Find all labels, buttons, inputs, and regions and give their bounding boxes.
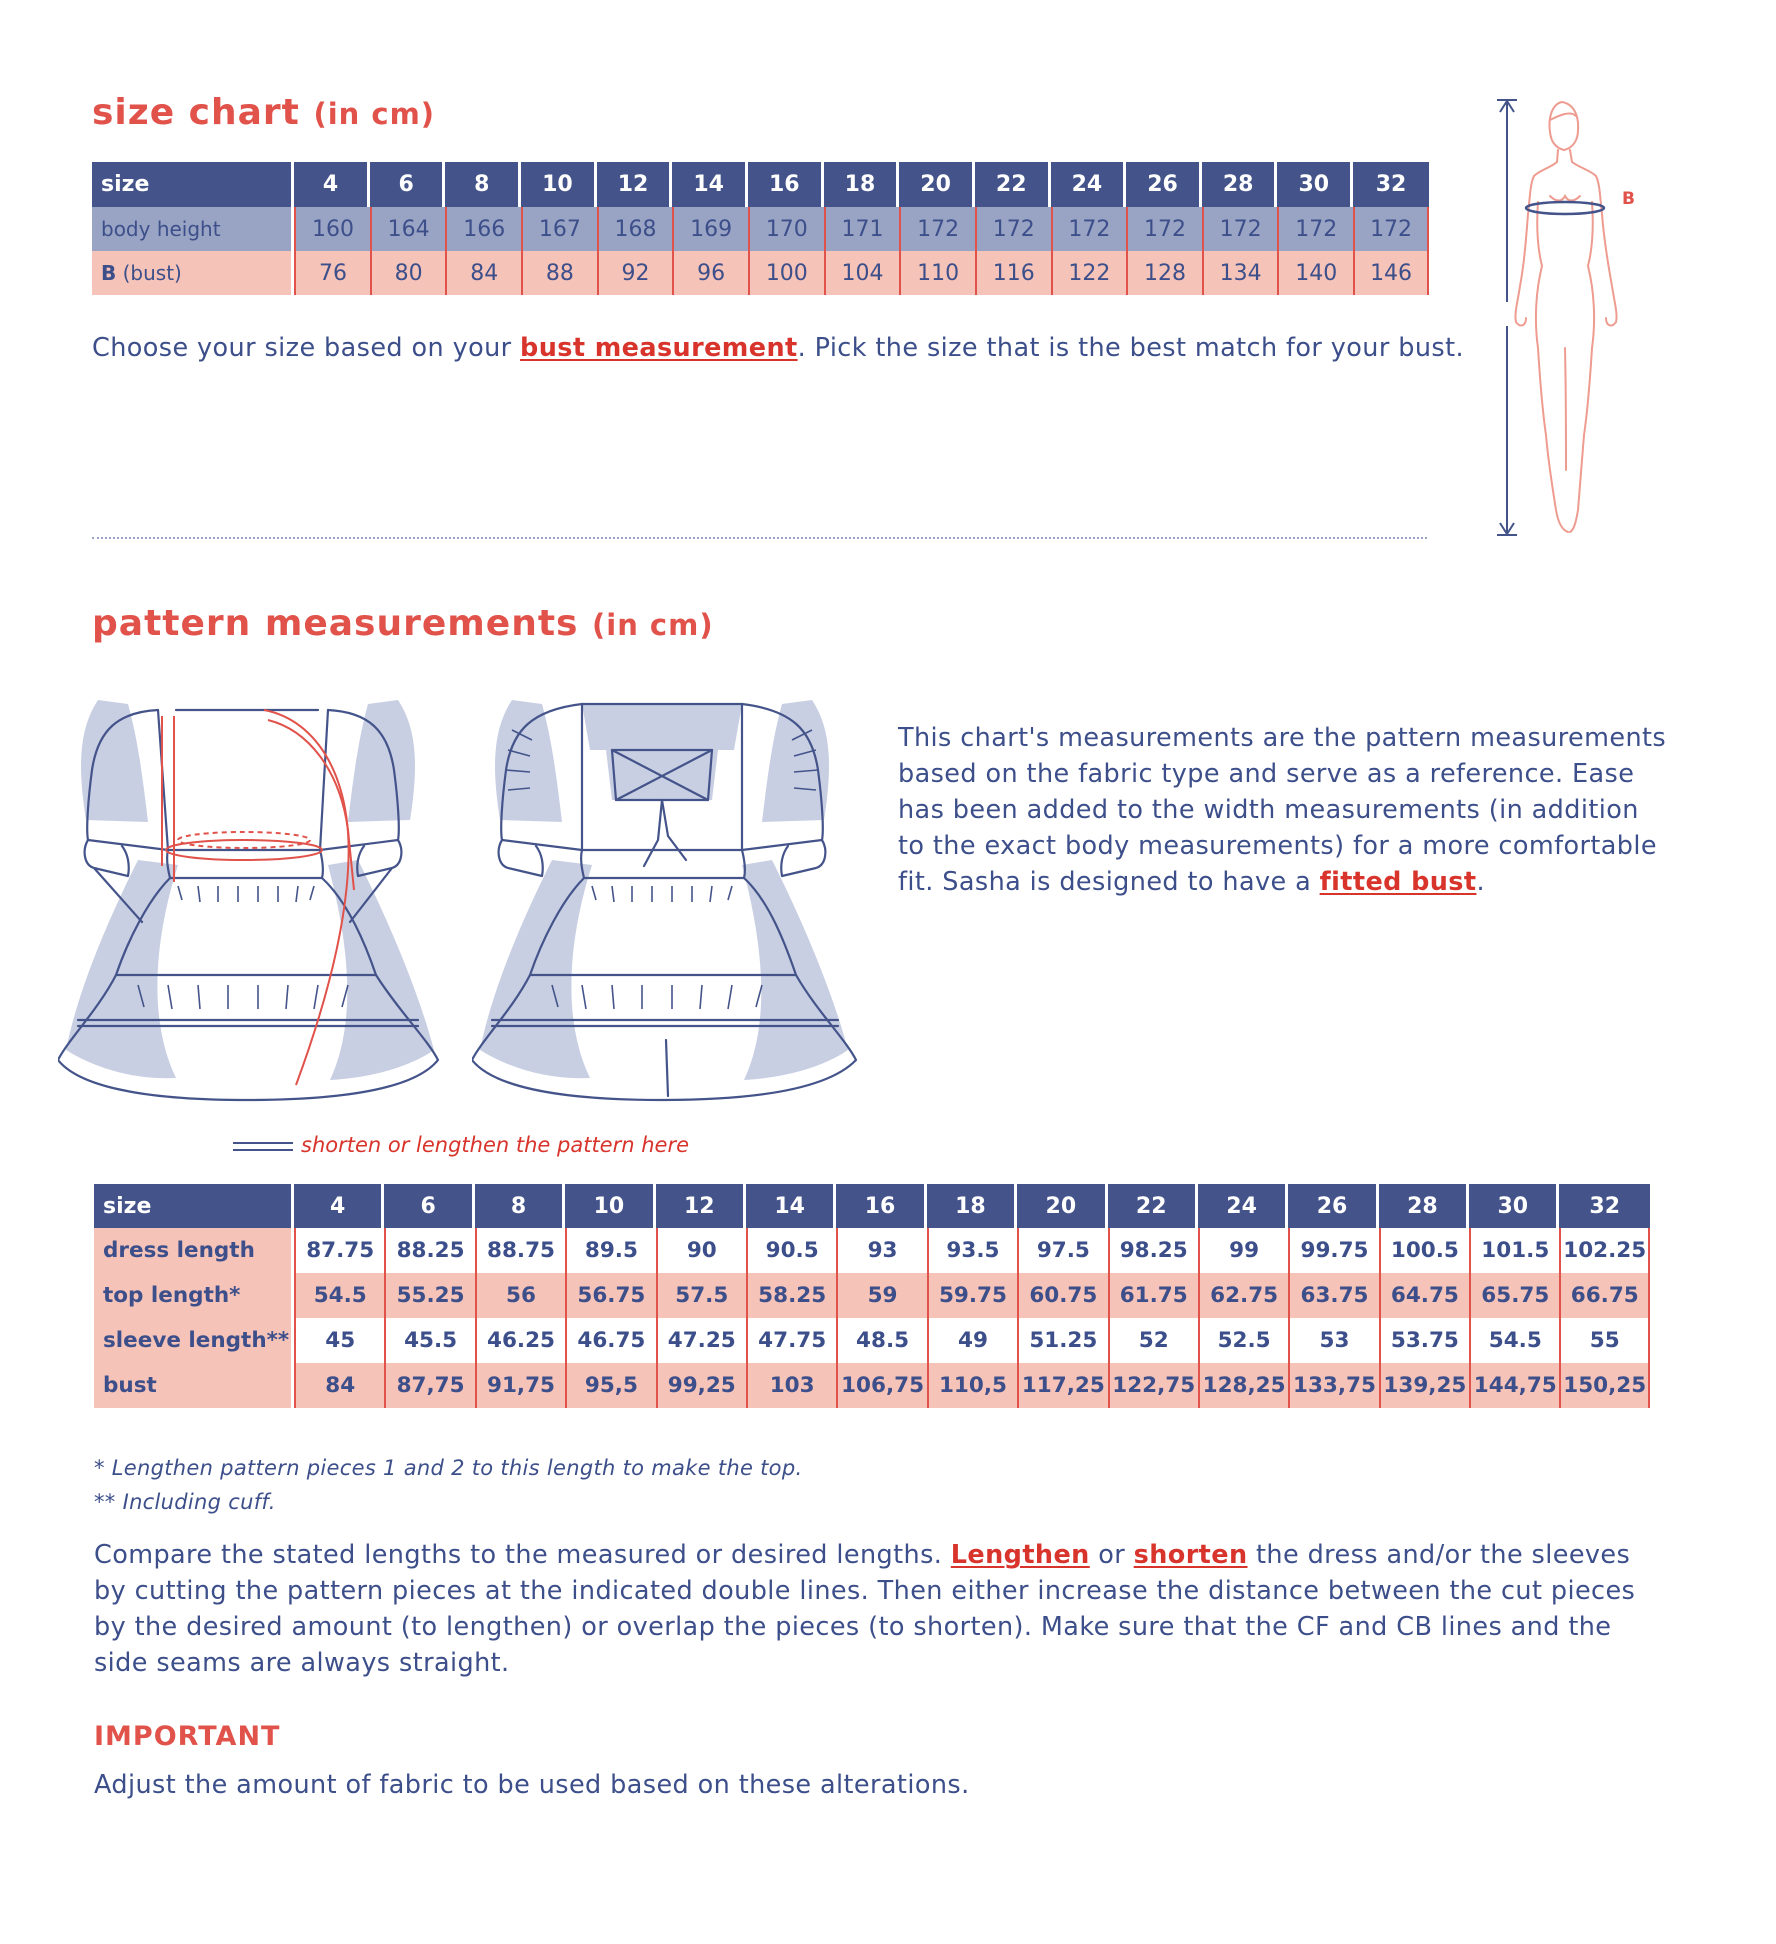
body-height-cell: 167 (521, 207, 597, 251)
pattern-bust-row (94, 1363, 1650, 1408)
top-length-row (94, 1273, 1650, 1318)
sleeve-length-cell: 49 (927, 1318, 1017, 1363)
pattern-size-header-cell: 20 (1017, 1184, 1107, 1228)
bust-row (92, 251, 1429, 295)
bust-cell: 116 (975, 251, 1051, 295)
alteration-instructions: Compare the stated lengths to the measured or desired lengths. Lengthen or shorten the dress and/or the sleeves by cutting the pattern pieces at the indicated double lines. Then either increase the distance between the cut pieces by the desired amount (to lengthen) or overlap the pieces (to shorten). Make sure that the CF and CB lines and the side seams are always straight. (94, 1540, 1636, 1678)
important-text: Adjust the amount of fabric to be used based on these alterations. (94, 1770, 970, 1800)
top-length-cell: 55.25 (384, 1273, 474, 1318)
size-header-cell: 30 (1277, 162, 1353, 207)
bust-cell: 134 (1202, 251, 1278, 295)
top-length-cell: 61.75 (1108, 1273, 1198, 1318)
sleeve-length-cell: 46.75 (565, 1318, 655, 1363)
pattern-bust-cell: 150,25 (1559, 1363, 1650, 1408)
pattern-bust-cell: 133,75 (1288, 1363, 1378, 1408)
pattern-bust-cell: 144,75 (1469, 1363, 1559, 1408)
woman-silhouette (1515, 102, 1616, 532)
pattern-size-header-cell: 12 (656, 1184, 746, 1228)
dress-length-cell: 97.5 (1017, 1228, 1107, 1273)
dress-back-illustration (472, 690, 872, 1110)
body-height-cell: 172 (1353, 207, 1429, 251)
size-header-cell: 32 (1353, 162, 1429, 207)
sleeve-length-cell: 54.5 (1469, 1318, 1559, 1363)
body-height-cell: 172 (1051, 207, 1127, 251)
top-length-cell: 56 (475, 1273, 565, 1318)
size-header-cell: 14 (672, 162, 748, 207)
double-line-symbol (233, 1142, 293, 1151)
size-header-cell: 18 (824, 162, 900, 207)
pattern-measurements-unit: (in cm) (592, 608, 714, 642)
pattern-measurements-table (94, 1184, 1650, 1408)
bust-cell: 110 (899, 251, 975, 295)
sleeve-length-cell: 53 (1288, 1318, 1378, 1363)
pattern-size-header-cell: 14 (746, 1184, 836, 1228)
bust-cell: 88 (521, 251, 597, 295)
bust-cell: 104 (824, 251, 900, 295)
bust-cell: 122 (1051, 251, 1127, 295)
size-header-cell: 8 (445, 162, 521, 207)
size-header-row (92, 162, 1429, 207)
dress-front-illustration (58, 690, 458, 1110)
pattern-size-header-cell: 32 (1559, 1184, 1650, 1228)
sleeve-length-cell: 48.5 (836, 1318, 926, 1363)
pattern-size-header-cell: 10 (565, 1184, 655, 1228)
top-length-cell: 63.75 (1288, 1273, 1378, 1318)
bust-cell: 146 (1353, 251, 1429, 295)
section-divider (92, 537, 1427, 539)
body-height-cell: 168 (597, 207, 673, 251)
bust-cell: 76 (294, 251, 370, 295)
bust-cell: 100 (748, 251, 824, 295)
pattern-bust-cell: 87,75 (384, 1363, 474, 1408)
top-length-cell: 66.75 (1559, 1273, 1650, 1318)
top-length-cell: 58.25 (746, 1273, 836, 1318)
sleeve-length-cell: 47.25 (656, 1318, 746, 1363)
body-height-cell: 169 (672, 207, 748, 251)
bust-cell: 140 (1277, 251, 1353, 295)
size-header-cell: 6 (370, 162, 446, 207)
body-height-cell: 171 (824, 207, 900, 251)
dress-length-cell: 90.5 (746, 1228, 836, 1273)
size-header-cell: 28 (1202, 162, 1278, 207)
dress-length-cell: 93 (836, 1228, 926, 1273)
body-height-cell: 164 (370, 207, 446, 251)
sleeve-length-cell: 51.25 (1017, 1318, 1107, 1363)
pattern-description: This chart's measurements are the pattern measurements based on the fabric type and serve as a reference. Ease has been added to the width measurements (in addition to the exact body measurements) for a more comfortable fit. Sasha is designed to have a fitted bust. (898, 723, 1667, 897)
bust-cell: 128 (1126, 251, 1202, 295)
body-height-label: body height (92, 207, 294, 251)
size-header-cell: 22 (975, 162, 1051, 207)
dress-length-cell: 88.25 (384, 1228, 474, 1273)
body-height-cell: 172 (899, 207, 975, 251)
size-chart-table (92, 162, 1429, 295)
pattern-bust-cell: 106,75 (836, 1363, 926, 1408)
pattern-bust-cell: 84 (294, 1363, 384, 1408)
pattern-size-header-cell: 24 (1198, 1184, 1288, 1228)
pattern-header-row (94, 1184, 1650, 1228)
bust-cell: 84 (445, 251, 521, 295)
lengthen-link[interactable]: Lengthen (950, 1540, 1090, 1570)
pattern-size-header-cell: 16 (836, 1184, 926, 1228)
legend-text: shorten or lengthen the pattern here (301, 1133, 689, 1157)
height-arrow (1497, 100, 1517, 535)
top-length-cell: 57.5 (656, 1273, 746, 1318)
pattern-bust-cell: 95,5 (565, 1363, 655, 1408)
pattern-size-header-cell: 6 (384, 1184, 474, 1228)
pattern-bust-cell: 117,25 (1017, 1363, 1107, 1408)
top-length-cell: 65.75 (1469, 1273, 1559, 1318)
dress-length-cell: 93.5 (927, 1228, 1017, 1273)
pattern-size-header-cell: 8 (475, 1184, 565, 1228)
top-length-cell: 59 (836, 1273, 926, 1318)
top-length-cell: 59.75 (927, 1273, 1017, 1318)
top-length-cell: 62.75 (1198, 1273, 1288, 1318)
size-header-cell: 24 (1051, 162, 1127, 207)
dress-length-cell: 101.5 (1469, 1228, 1559, 1273)
footnote-top-length: * Lengthen pattern pieces 1 and 2 to this length to make the top. (94, 1456, 803, 1480)
body-height-cell: 166 (445, 207, 521, 251)
fitted-bust-link[interactable]: fitted bust (1319, 867, 1477, 897)
dress-length-cell: 99.75 (1288, 1228, 1378, 1273)
dress-length-cell: 102.25 (1559, 1228, 1650, 1273)
pattern-bust-label: bust (94, 1363, 294, 1408)
sleeve-length-cell: 45 (294, 1318, 384, 1363)
top-length-label: top length* (94, 1273, 294, 1318)
shorten-lengthen-legend (233, 1133, 733, 1163)
body-height-cell: 160 (294, 207, 370, 251)
top-length-cell: 60.75 (1017, 1273, 1107, 1318)
dress-length-cell: 100.5 (1379, 1228, 1469, 1273)
body-height-cell: 172 (1202, 207, 1278, 251)
bust-measurement-link[interactable]: bust measurement (520, 333, 798, 363)
bust-cell: 96 (672, 251, 748, 295)
size-header-cell: 12 (597, 162, 673, 207)
size-header-cell: 10 (521, 162, 597, 207)
pattern-bust-cell: 122,75 (1108, 1363, 1198, 1408)
size-chart-title: size chart (in cm) (92, 92, 436, 133)
body-height-cell: 170 (748, 207, 824, 251)
size-chart-unit: (in cm) (313, 97, 436, 131)
sleeve-length-cell: 45.5 (384, 1318, 474, 1363)
sleeve-length-cell: 47.75 (746, 1318, 836, 1363)
size-header-cell: 26 (1126, 162, 1202, 207)
body-height-cell: 172 (1126, 207, 1202, 251)
dress-length-cell: 87.75 (294, 1228, 384, 1273)
pattern-bust-cell: 91,75 (475, 1363, 565, 1408)
top-length-cell: 54.5 (294, 1273, 384, 1318)
dress-length-cell: 98.25 (1108, 1228, 1198, 1273)
pattern-size-header-cell: 26 (1288, 1184, 1378, 1228)
sleeve-length-cell: 52.5 (1198, 1318, 1288, 1363)
dress-length-cell: 99 (1198, 1228, 1288, 1273)
size-header-label: size (92, 162, 294, 207)
body-height-cell: 172 (1277, 207, 1353, 251)
dress-length-cell: 89.5 (565, 1228, 655, 1273)
dress-length-cell: 88.75 (475, 1228, 565, 1273)
dress-length-label: dress length (94, 1228, 294, 1273)
pattern-header-label: size (94, 1184, 294, 1228)
pattern-size-header-cell: 18 (927, 1184, 1017, 1228)
body-height-row (92, 207, 1429, 251)
pattern-bust-cell: 139,25 (1379, 1363, 1469, 1408)
bust-label: B (bust) (92, 251, 294, 295)
sleeve-length-label: sleeve length** (94, 1318, 294, 1363)
sleeve-length-cell: 52 (1108, 1318, 1198, 1363)
pattern-size-header-cell: 22 (1108, 1184, 1198, 1228)
pattern-measurements-title: pattern measurements (in cm) (92, 603, 714, 644)
sleeve-length-row (94, 1318, 1650, 1363)
shorten-link[interactable]: shorten (1133, 1540, 1248, 1570)
pattern-bust-cell: 110,5 (927, 1363, 1017, 1408)
sleeve-length-cell: 53.75 (1379, 1318, 1469, 1363)
pattern-bust-cell: 99,25 (656, 1363, 746, 1408)
body-figure-illustration (1480, 90, 1640, 550)
pattern-size-header-cell: 28 (1379, 1184, 1469, 1228)
sleeve-length-cell: 55 (1559, 1318, 1650, 1363)
dress-length-cell: 90 (656, 1228, 746, 1273)
body-height-cell: 172 (975, 207, 1051, 251)
bust-marker-label: B (1622, 189, 1635, 209)
size-header-cell: 20 (899, 162, 975, 207)
pattern-bust-cell: 128,25 (1198, 1363, 1288, 1408)
sleeve-length-cell: 46.25 (475, 1318, 565, 1363)
bust-cell: 92 (597, 251, 673, 295)
pattern-size-header-cell: 4 (294, 1184, 384, 1228)
size-header-cell: 16 (748, 162, 824, 207)
size-header-cell: 4 (294, 162, 370, 207)
footnote-cuff: ** Including cuff. (94, 1490, 276, 1514)
pattern-size-header-cell: 30 (1469, 1184, 1559, 1228)
important-heading: IMPORTANT (94, 1721, 281, 1752)
size-instruction: Choose your size based on your bust measurement. Pick the size that is the best match for your bust. (92, 333, 1464, 363)
top-length-cell: 56.75 (565, 1273, 655, 1318)
top-length-cell: 64.75 (1379, 1273, 1469, 1318)
bust-cell: 80 (370, 251, 446, 295)
pattern-bust-cell: 103 (746, 1363, 836, 1408)
dress-length-row (94, 1228, 1650, 1273)
